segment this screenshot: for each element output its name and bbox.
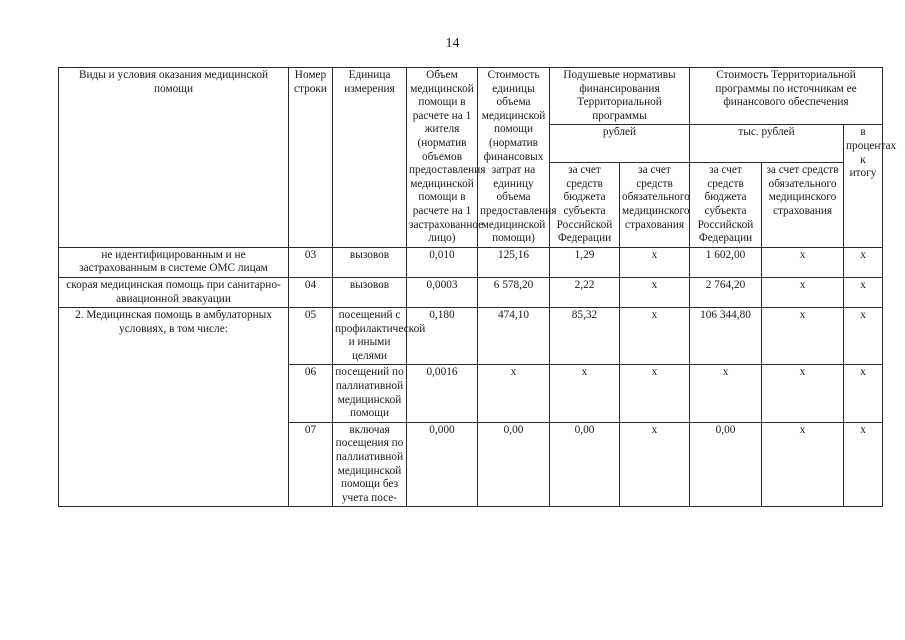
- header-unit: Единица измерения: [333, 68, 407, 248]
- table-row: [59, 247, 883, 277]
- row-pc-budget: х: [550, 365, 620, 422]
- row-pc-oms: х: [620, 277, 690, 307]
- table-row: [59, 277, 883, 307]
- header-pc-budget: за счет средств бюджета субъекта Российской Федерации: [550, 163, 620, 248]
- row-unit: посещений с профилактической и иными целями: [333, 308, 407, 365]
- row-pc-oms: х: [620, 247, 690, 277]
- financing-table: [58, 67, 897, 507]
- row-t-budget: 0,00: [690, 422, 762, 507]
- header-per-capita: Подушевые нормативы финансирования Территориальной программы: [550, 68, 690, 125]
- row-volume: 0,0003: [407, 277, 478, 307]
- header-cost: Стоимость единицы объема медицинской помощи (норматив финансовых затрат на единицу объема предоставления медицинской помощи): [478, 68, 550, 248]
- header-kinds: Виды и условия оказания медицинской помощи: [59, 68, 289, 248]
- row-cost: 6 578,20: [478, 277, 550, 307]
- header-pc-oms: за счет средств обязательного медицинского страхования: [620, 163, 690, 248]
- row-pc-oms: х: [620, 308, 690, 365]
- row-name: не идентифицированным и не застрахованным в системе ОМС лицам: [59, 247, 289, 277]
- header-unit-thousand: тыс. рублей: [690, 125, 844, 163]
- row-t-oms: х: [762, 365, 844, 422]
- row-name: 2. Медицинская помощь в амбулаторных условиях, в том числе:: [59, 308, 289, 507]
- row-t-pct: х: [844, 308, 883, 365]
- row-number: 06: [289, 365, 333, 422]
- row-cost: 474,10: [478, 308, 550, 365]
- row-unit: вызовов: [333, 277, 407, 307]
- row-volume: 0,010: [407, 247, 478, 277]
- row-unit: включая посещения по паллиативной медицинской помощи без учета посе-: [333, 422, 407, 507]
- row-t-oms: х: [762, 247, 844, 277]
- row-pc-budget: 2,22: [550, 277, 620, 307]
- row-pc-oms: х: [620, 422, 690, 507]
- row-cost: 0,00: [478, 422, 550, 507]
- row-name: скорая медицинская помощь при санитарно-авиационной эвакуации: [59, 277, 289, 307]
- header-volume: Объем медицинской помощи в расчете на 1 жителя (норматив объемов предоставления медицинской помощи в расчете на 1 застрахованное лицо): [407, 68, 478, 248]
- row-t-pct: х: [844, 365, 883, 422]
- row-unit: вызовов: [333, 247, 407, 277]
- row-number: 03: [289, 247, 333, 277]
- row-pc-budget: 85,32: [550, 308, 620, 365]
- header-percent: в процентах к итогу: [844, 125, 883, 247]
- header-t-oms: за счет средств обязательного медицинского страхования: [762, 163, 844, 248]
- row-volume: 0,180: [407, 308, 478, 365]
- row-t-budget: х: [690, 365, 762, 422]
- row-t-pct: х: [844, 422, 883, 507]
- row-t-budget: 1 602,00: [690, 247, 762, 277]
- page-number: 14: [445, 36, 460, 51]
- row-cost: х: [478, 365, 550, 422]
- row-number: 05: [289, 308, 333, 365]
- header-row-number: Номер строки: [289, 68, 333, 248]
- row-t-budget: 106 344,80: [690, 308, 762, 365]
- row-number: 04: [289, 277, 333, 307]
- row-t-oms: х: [762, 422, 844, 507]
- row-t-budget: 2 764,20: [690, 277, 762, 307]
- header-territorial-cost: Стоимость Территориальной программы по источникам ее финансового обеспечения: [690, 68, 883, 125]
- header-unit-rub: рублей: [550, 125, 690, 163]
- row-t-pct: х: [844, 247, 883, 277]
- row-unit: посещений по паллиативной медицинской помощи: [333, 365, 407, 422]
- row-pc-budget: 1,29: [550, 247, 620, 277]
- row-t-oms: х: [762, 277, 844, 307]
- row-t-oms: х: [762, 308, 844, 365]
- row-pc-budget: 0,00: [550, 422, 620, 507]
- header-t-budget: за счет средств бюджета субъекта Российской Федерации: [690, 163, 762, 248]
- header-row-1: [59, 68, 883, 125]
- row-volume: 0,000: [407, 422, 478, 507]
- row-volume: 0,0016: [407, 365, 478, 422]
- row-pc-oms: х: [620, 365, 690, 422]
- row-cost: 125,16: [478, 247, 550, 277]
- row-t-pct: х: [844, 277, 883, 307]
- row-number: 07: [289, 422, 333, 507]
- table-row: [59, 308, 883, 365]
